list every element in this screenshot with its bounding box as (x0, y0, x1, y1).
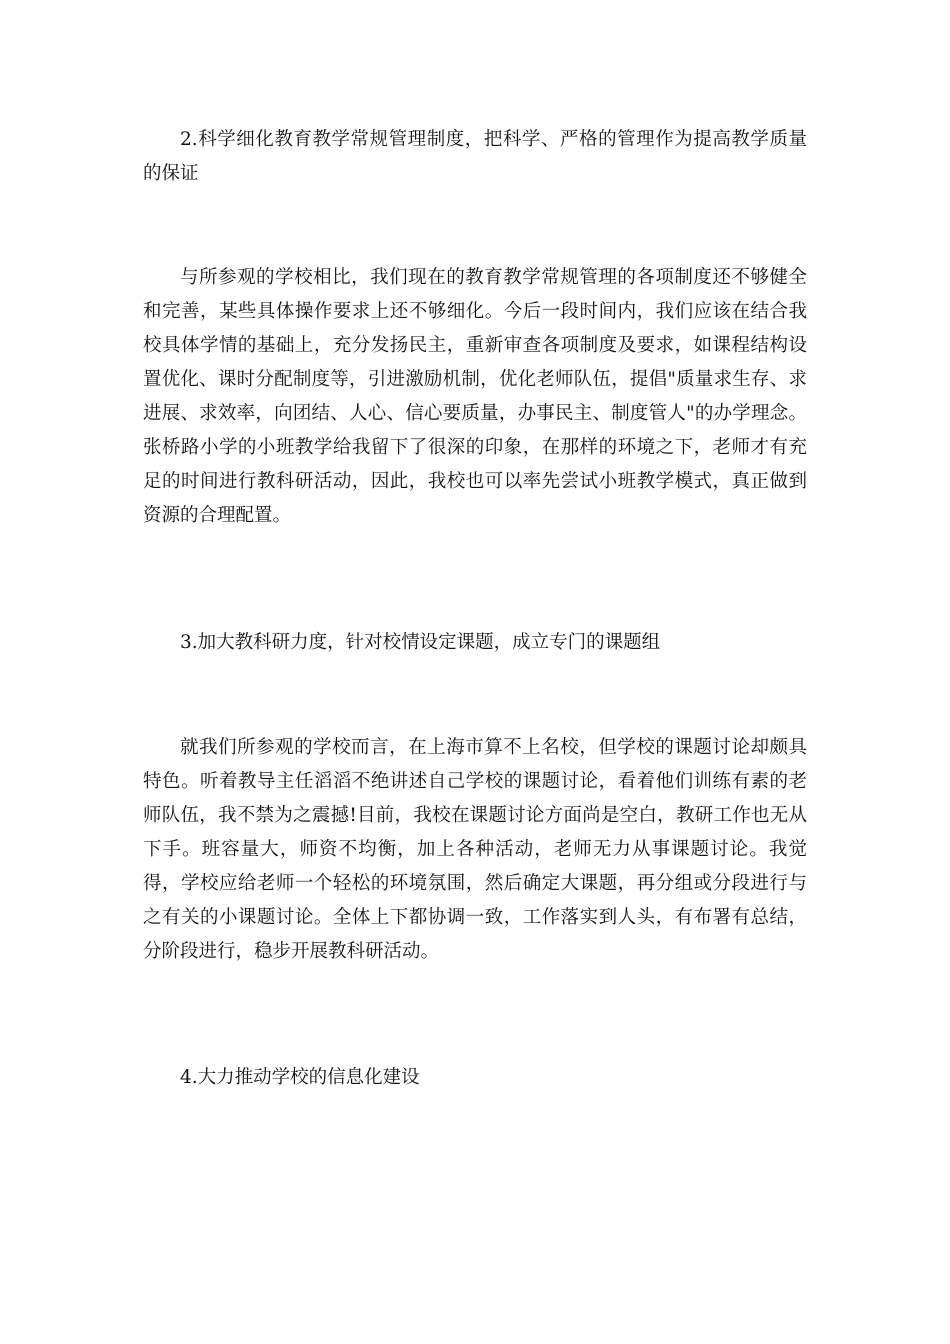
section-body-3: 就我们所参观的学校而言，在上海市算不上名校，但学校的课题讨论却颇具特色。听着教导主任滔滔不绝讲述自己学校的课题讨论，看着他们训练有素的老师队伍，我不禁为之震撼!目前，我校在课题讨论方面尚是空白，教研工作也无从下手。班容量大，师资不均衡，加上各种活动，老师无力从事课题讨论。我觉得，学校应给老师一个轻松的环境氛围，然后确定大课题，再分组或分段进行与之有关的小课题讨论。全体上下都协调一致，工作落实到人头，有布署有总结，分阶段进行，稳步开展教科研活动。 (143, 737, 807, 962)
section-body-2: 与所参观的学校相比，我们现在的教育教学常规管理的各项制度还不够健全和完善，某些具体操作要求上还不够细化。今后一段时间内，我们应该在结合我校具体学情的基础上，充分发扬民主，重新审查各项制度及要求，如课程结构设置优化、课时分配制度等，引进激励机制，优化老师队伍，提倡"质量求生存、求进展、求效率，向团结、人心、信心要质量，办事民主、制度管人"的办学理念。张桥路小学的小班教学给我留下了很深的印象，在那样的环境之下，老师才有充足的时间进行教科研活动，因此，我校也可以率先尝试小班教学模式，真正做到资源的合理配置。 (143, 267, 807, 526)
section-heading-3: 3.加大教科研力度，针对校情设定课题，成立专门的课题组 (180, 632, 661, 653)
section-heading-4: 4.大力推动学校的信息化建设 (180, 1067, 420, 1088)
section-heading-2: 2.科学细化教育教学常规管理制度，把科学、严格的管理作为提高教学质量的保证 (143, 129, 807, 184)
